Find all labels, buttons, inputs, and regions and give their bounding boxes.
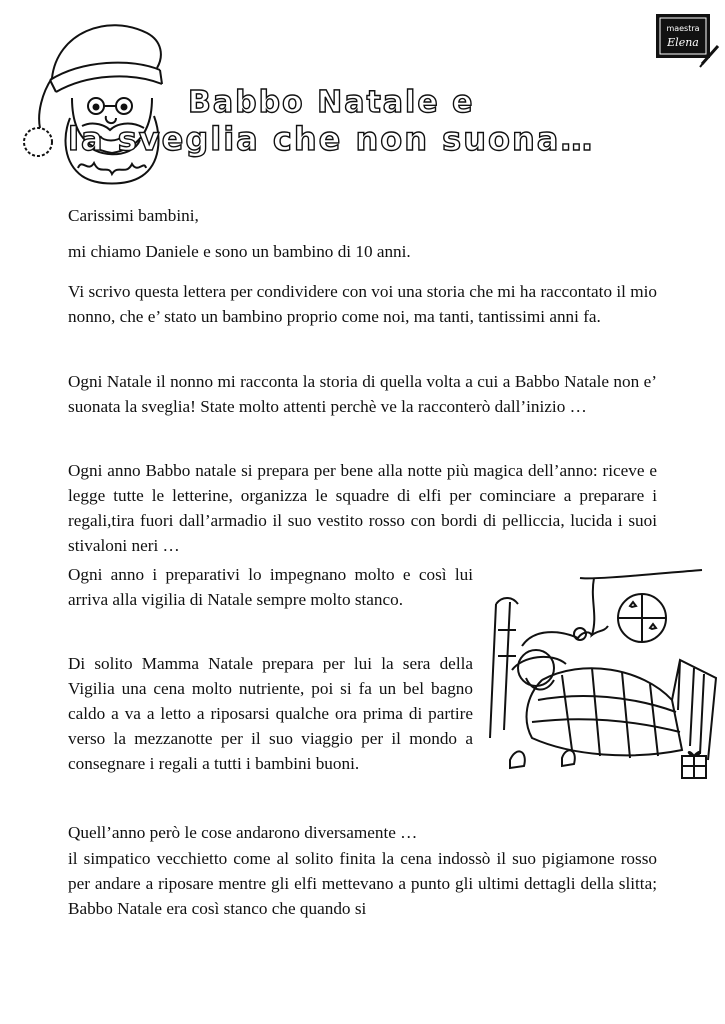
intro-sentence: mi chiamo Daniele e sono un bambino di 10 anni.: [68, 242, 411, 261]
paragraph-pajamas: il simpatico vecchietto come al solito finita la cena indossò il suo pigiamone rosso per andare a riposare mentre gli elfi mettevano a punto gli ultimi dettagli della slitta; Babbo Natale era così stanco che quando si: [68, 849, 657, 918]
santa-sleeping-illustration: [482, 560, 722, 790]
title-line-1: Babbo Natale e: [188, 85, 475, 120]
paragraph-tired: Ogni anno i preparativi lo impegnano molto e così lui arriva alla vigilia di Natale sempre molto stanco.: [68, 565, 473, 609]
title-line-2: la sveglia che non suona…: [68, 120, 595, 158]
paragraph-different-year: Quell’anno però le cose andarono diversamente …: [68, 823, 418, 842]
svg-text:Elena: Elena: [667, 36, 699, 49]
story-title: [66, 84, 706, 164]
paragraph-letter-purpose: Vi scrivo questa lettera per condividere con voi una storia che mi ha raccontato il mio nonno, che e’ stato un bambino proprio come noi, ma tanti, tantissimi anni fa.: [68, 282, 657, 326]
svg-text:maestra: maestra: [666, 24, 700, 33]
maestra-elena-logo: [652, 10, 720, 70]
paragraph-preparations: Ogni anno Babbo natale si prepara per bene alla notte più magica dell’anno: riceve e legge tutte le letterine, organizza le squadre di elfi per cominciare a preparare i regali,tira fuori dall’armadio il suo vestito rosso con bordi di pelliccia, lucida i suoi stivaloni neri …: [68, 461, 657, 555]
paragraph-dinner: Di solito Mamma Natale prepara per lui la sera della Vigilia una cena molto nutriente, poi si fa un bel bagno caldo a va a letto a riposarsi qualche ora prima di partire verso la mezzanotte per il suo viaggio per il mondo a consegnare i regali a tutti i bambini buoni.: [68, 654, 473, 773]
paragraph-grandpa-story: Ogni Natale il nonno mi racconta la storia di quella volta a cui a Babbo Natale non e’ suonata la sveglia! State molto attenti perchè ve la racconterò dall’inizio …: [68, 372, 657, 416]
greeting: Carissimi bambini,: [68, 206, 199, 225]
